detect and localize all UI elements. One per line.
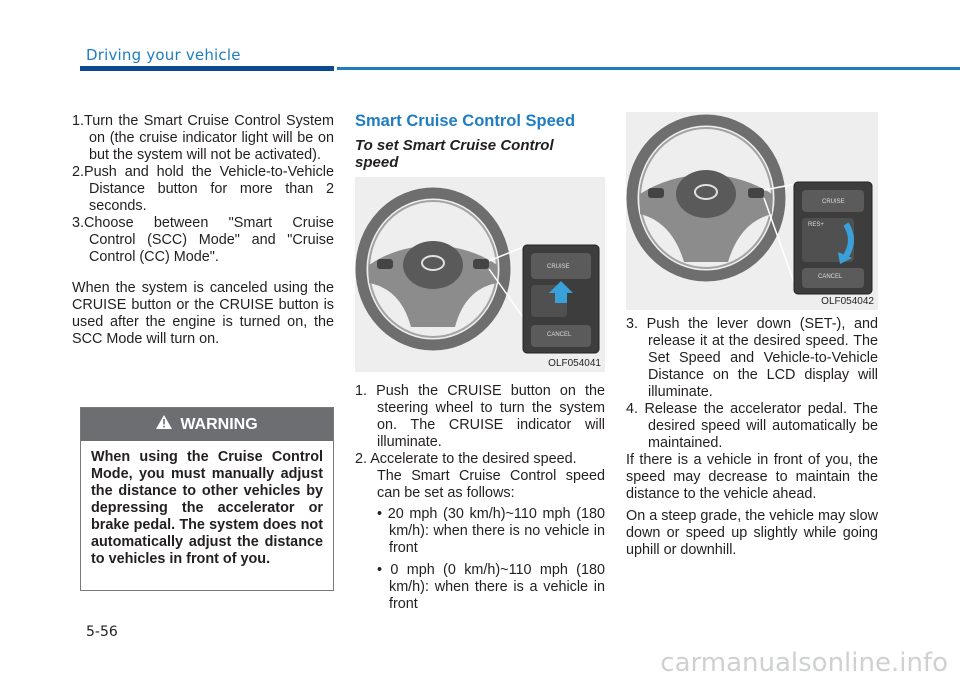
warning-title: WARNING	[180, 415, 258, 433]
steering-wheel-figure-1	[355, 177, 605, 372]
cancel-button-label: CANCEL	[547, 332, 572, 338]
cruise-button-label: CRUISE	[547, 264, 570, 270]
step-text: 2.Push and hold the Vehicle-to-Vehicle Distance button for more than 2 seconds.	[72, 164, 334, 214]
steering-wheel-illustration	[355, 177, 605, 372]
step-text: 2. Accelerate to the desired speed.	[355, 451, 577, 467]
step-text: 1.Turn the Smart Cruise Control System on (the cruise indicator light will be on but the system will not be activated).	[72, 113, 334, 163]
left-column	[72, 113, 334, 348]
res-button-label: RES+	[808, 222, 824, 228]
header-rule-dark	[80, 66, 334, 71]
warning-triangle-icon	[156, 415, 172, 434]
cruise-button-label: CRUISE	[822, 199, 845, 205]
middle-column-text	[355, 383, 605, 618]
section-header: Driving your vehicle	[86, 46, 241, 64]
step-text: 4. Release the accelerator pedal. The desired speed will automatically be maintained.	[626, 401, 878, 451]
figure-code: OLF054042	[821, 296, 874, 307]
section-title: Smart Cruise Control Speed	[355, 112, 576, 130]
list-item: • 20 mph (30 km/h)~110 mph (180 km/h): when there is no vehicle in front	[377, 506, 605, 556]
steering-wheel-figure-2	[626, 112, 878, 310]
speed-range-list	[377, 506, 605, 613]
step-detail: The Smart Cruise Control speed can be set as follows:	[377, 468, 605, 501]
step-text: 1. Push the CRUISE button on the steering wheel to turn the system on. The CRUISE indicator will illuminate.	[355, 383, 605, 450]
body-paragraph: When the system is canceled using the CRUISE button or the CRUISE button is used after the engine is turned on, the SCC Mode will turn on.	[72, 280, 334, 347]
step-text: 3.Choose between "Smart Cruise Control (SCC) Mode" and "Cruise Control (CC) Mode".	[72, 215, 334, 265]
warning-box	[80, 407, 334, 591]
header-rule-light	[337, 67, 960, 70]
warning-text: When using the Cruise Control Mode, you must manually adjust the distance to other vehicles by depressing the accelerator or brake pedal. The system does not automatically adjust the distance to vehicles in front of you.	[91, 449, 323, 567]
figure-code: OLF054041	[548, 358, 601, 369]
page-number: 5-56	[86, 624, 118, 640]
body-paragraph: On a steep grade, the vehicle may slow down or speed up slightly while going uphill or downhill.	[626, 508, 878, 558]
watermark: carmanualsonline.info	[660, 648, 948, 678]
steering-wheel-illustration	[626, 112, 878, 310]
body-paragraph: If there is a vehicle in front of you, the speed may decrease to maintain the distance to the vehicle ahead.	[626, 452, 878, 502]
cancel-button-label: CANCEL	[818, 274, 843, 280]
warning-header	[81, 408, 333, 441]
step-text: 3. Push the lever down (SET-), and release it at the desired speed. The Set Speed and Vehicle-to-Vehicle Distance on the LCD display will illuminate.	[626, 316, 878, 400]
right-column-text	[626, 316, 878, 559]
list-item: • 0 mph (0 km/h)~110 mph (180 km/h): when there is a vehicle in front	[377, 562, 605, 612]
step-detail-block	[355, 468, 605, 613]
subsection-title: To set Smart Cruise Control speed	[355, 137, 554, 171]
